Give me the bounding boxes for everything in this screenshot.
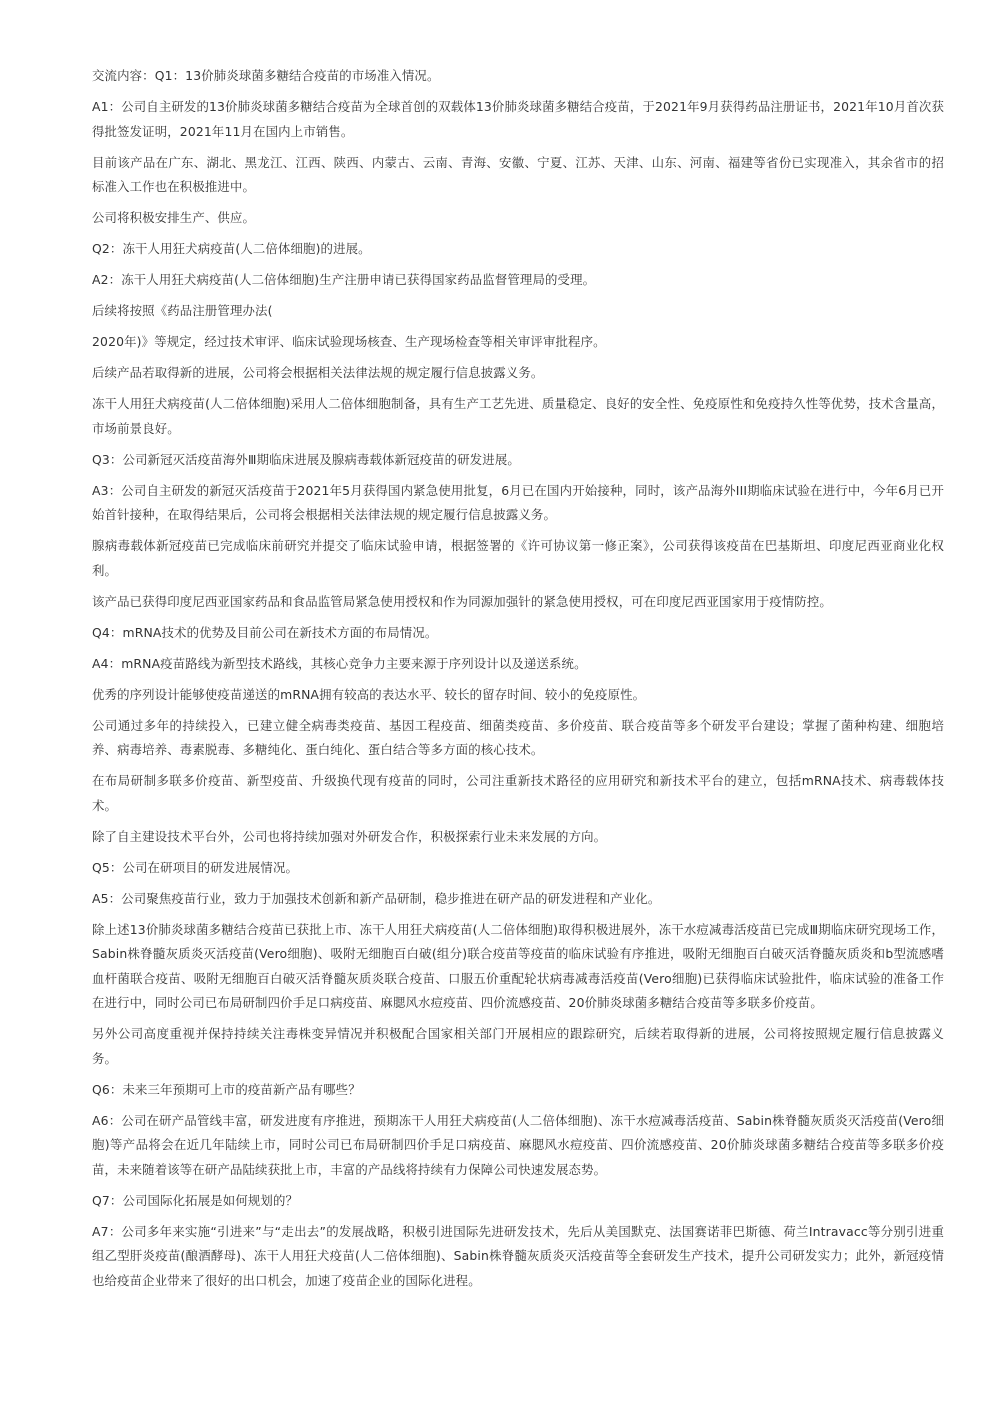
answer-a5-pipeline: 除上述13价肺炎球菌多糖结合疫苗已获批上市、冻干人用狂犬病疫苗(人二倍体细胞)取得积极进展外，冻干水痘减毒活疫苗已完成Ⅲ期临床研究现场工作，Sabin株脊髓灰质炎灭活疫苗(Vero细胞)、吸附无细胞百白破(组分)联合疫苗等疫苗的临床试验有序推进，吸附无细胞百白破灭活脊髓灰质炎和b型流感嗜血杆菌联合疫苗、吸附无细胞百白破灭活脊髓灰质炎联合疫苗、口服五价重配轮状病毒减毒活疫苗(Vero细胞)已获得临床试验批件，临床试验的准备工作在进行中，同时公司已布局研制四价手足口病疫苗、麻腮风水痘疫苗、四价流感疫苗、20价肺炎球菌多糖结合疫苗等多联多价疫苗。 [92,921,944,1010]
answer-a7: A7：公司多年来实施“引进来”与“走出去”的发展战略，积极引进国际先进研发技术，先后从美国默克、法国赛诺菲巴斯德、荷兰Intravacc等分别引进重组乙型肝炎疫苗(酿酒酵母)、冻干人用狂犬疫苗(人二倍体细胞)、Sabin株脊髓灰质炎灭活疫苗等全套研发生产技术，提升公司研发实力；此外，新冠疫情也给疫苗企业带来了很好的出口机会，加速了疫苗企业的国际化进程。 [92,1223,944,1288]
answer-a2: A2：冻干人用狂犬病疫苗(人二倍体细胞)生产注册申请已获得国家药品监督管理局的受理。 [92,272,596,287]
question-q3: Q3：公司新冠灭活疫苗海外Ⅲ期临床进展及腺病毒载体新冠疫苗的研发进展。 [92,451,520,467]
answer-a1-market-access: 目前该产品在广东、湖北、黑龙江、江西、陕西、内蒙古、云南、青海、安徽、宁夏、江苏、天津、山东、河南、福建等省份已实现准入，其余省市的招标准入工作也在积极推进中。 [92,154,944,194]
answer-a2-review-procedure: 2020年)》等规定，经过技术审评、临床试验现场核查、生产现场检查等相关审评审批程序。 [92,334,606,349]
question-q4: Q4：mRNA技术的优势及目前公司在新技术方面的布局情况。 [92,624,438,640]
answer-a4-sequence-design: 优秀的序列设计能够使疫苗递送的mRNA拥有较高的表达水平、较长的留存时间、较小的免疫原性。 [92,686,646,702]
answer-a4-cooperation: 除了自主建设技术平台外，公司也将持续加强对外研发合作，积极探索行业未来发展的方向。 [92,828,607,844]
answer-a3-indonesia: 该产品已获得印度尼西亚国家药品和食品监管局紧急使用授权和作为同源加强针的紧急使用授权，可在印度尼西亚国家用于疫情防控。 [92,593,832,609]
answer-a6: A6：公司在研产品管线丰富，研发进度有序推进，预期冻干人用狂犬病疫苗(人二倍体细胞)、冻干水痘减毒活疫苗、Sabin株脊髓灰质炎灭活疫苗(Vero细胞)等产品将会在近几年陆续上市，同时公司已布局研制四价手足口病疫苗、麻腮风水痘疫苗、四价流感疫苗、20价肺炎球菌多糖结合疫苗等多联多价疫苗，未来随着该等在研产品陆续获批上市，丰富的产品线将持续有力保障公司快速发展态势。 [92,1112,944,1177]
answer-a3: A3：公司自主研发的新冠灭活疫苗于2021年5月获得国内紧急使用批复，6月已在国内开始接种，同时，该产品海外III期临床试验在进行中，今年6月已开始首针接种，在取得结果后，公司将会根据相关法律法规的规定履行信息披露义务。 [92,482,944,522]
answer-a3-adenovirus: 腺病毒载体新冠疫苗已完成临床前研究并提交了临床试验申请，根据签署的《许可协议第一修正案》，公司获得该疫苗在巴基斯坦、印度尼西亚商业化权利。 [92,538,944,578]
answer-a4-new-tech: 在布局研制多联多价疫苗、新型疫苗、升级换代现有疫苗的同时，公司注重新技术路径的应用研究和新技术平台的建立，包括mRNA技术、病毒载体技术。 [92,773,944,813]
question-q6: Q6：未来三年预期可上市的疫苗新产品有哪些？ [92,1081,361,1097]
answer-a5-variants: 另外公司高度重视并保持持续关注毒株变异情况并积极配合国家相关部门开展相应的跟踪研究，后续若取得新的进展，公司将按照规定履行信息披露义务。 [92,1026,944,1066]
answer-a2-regulation: 后续将按照《药品注册管理办法( [92,303,273,318]
question-q5: Q5：公司在研项目的研发进展情况。 [92,859,299,875]
intro-question-q1: 交流内容：Q1：13价肺炎球菌多糖结合疫苗的市场准入情况。 [92,68,440,83]
answer-a4-platforms: 公司通过多年的持续投入，已建立健全病毒类疫苗、基因工程疫苗、细菌类疫苗、多价疫苗、联合疫苗等多个研发平台建设；掌握了菌种构建、细胞培养、病毒培养、毒素脱毒、多糖纯化、蛋白纯化、蛋白结合等多方面的核心技术。 [92,717,944,757]
answer-a2-disclosure: 后续产品若取得新的进展，公司将会根据相关法律法规的规定履行信息披露义务。 [92,365,544,380]
document-body [92,64,944,1300]
answer-a1-supply: 公司将积极安排生产、供应。 [92,210,256,225]
answer-a4: A4：mRNA疫苗路线为新型技术路线，其核心竞争力主要来源于序列设计以及递送系统。 [92,655,587,671]
answer-a2-advantages: 冻干人用狂犬病疫苗(人二倍体细胞)采用人二倍体细胞制备，具有生产工艺先进、质量稳定、良好的安全性、免疫原性和免疫持久性等优势，技术含量高，市场前景良好。 [92,396,944,436]
question-q7: Q7：公司国际化拓展是如何规划的？ [92,1192,299,1208]
answer-a1: A1：公司自主研发的13价肺炎球菌多糖结合疫苗为全球首创的双载体13价肺炎球菌多糖结合疫苗，于2021年9月获得药品注册证书，2021年10月首次获得批签发证明，2021年11月在国内上市销售。 [92,99,944,139]
answer-a5: A5：公司聚焦疫苗行业，致力于加强技术创新和新产品研制，稳步推进在研产品的研发进程和产业化。 [92,890,661,906]
question-q2: Q2：冻干人用狂犬病疫苗(人二倍体细胞)的进展。 [92,241,371,256]
